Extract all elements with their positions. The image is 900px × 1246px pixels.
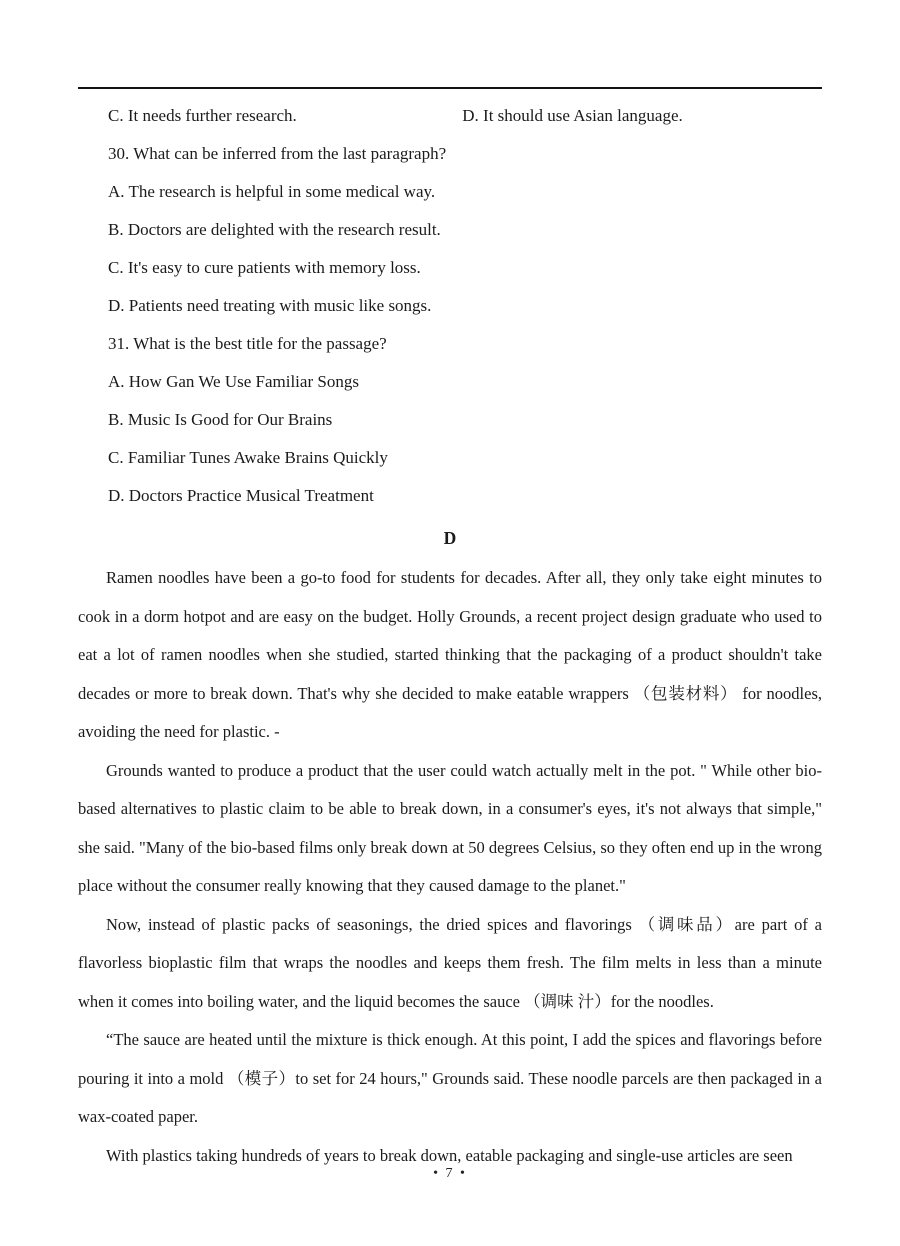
header-rule	[78, 87, 822, 89]
question-30-option-b: B. Doctors are delighted with the research result.	[108, 220, 441, 239]
question-30-stem: 30. What can be inferred from the last paragraph?	[108, 144, 447, 163]
questions-block	[108, 97, 822, 515]
question-31-option-c: C. Familiar Tunes Awake Brains Quickly	[108, 448, 388, 467]
page-content	[0, 87, 900, 1175]
question-31-option-a: A. How Gan We Use Familiar Songs	[108, 372, 359, 391]
passage-paragraph-5: With plastics taking hundreds of years to break down, eatable packaging and single-use articles are seen	[106, 1145, 793, 1165]
page-number: • 7 •	[433, 1166, 467, 1181]
question-31-stem: 31. What is the best title for the passage?	[108, 334, 387, 353]
question-30-option-c: C. It's easy to cure patients with memory loss.	[108, 258, 421, 277]
reading-passage	[78, 559, 822, 1175]
passage-paragraph-3: Now, instead of plastic packs of seasonings, the dried spices and flavorings （调味品）are part of a flavorless bioplastic film that wraps the noodles and keeps them fresh. The film melts in less than a minute when it comes into boiling water, and the liquid becomes the sauce （调味 汁）for the noodles.	[78, 914, 822, 1011]
question-30-option-d: D. Patients need treating with music like songs.	[108, 296, 432, 315]
question-31-option-d: D. Doctors Practice Musical Treatment	[108, 486, 374, 505]
option-prev-d: D. It should use Asian language.	[462, 106, 683, 125]
question-30-option-a: A. The research is helpful in some medical way.	[108, 182, 436, 201]
option-row-prev-question	[108, 97, 822, 135]
option-prev-c: C. It needs further research.	[108, 106, 297, 125]
section-d-heading: D	[443, 528, 457, 548]
passage-paragraph-2: Grounds wanted to produce a product that the user could watch actually melt in the pot. " While other bio-based alternatives to plastic claim to be able to break down, in a consumer's eyes, it's not always that simple," she said. "Many of the bio-based films only break down at 50 degrees Celsius, so they often end up in the wrong place without the consumer really knowing that they caused damage to the planet."	[78, 760, 822, 895]
question-31-option-b: B. Music Is Good for Our Brains	[108, 410, 333, 429]
passage-paragraph-1: Ramen noodles have been a go-to food for students for decades. After all, they only take eight minutes to cook in a dorm hotpot and are easy on the budget. Holly Grounds, a recent project design graduate who used to eat a lot of ramen noodles when she studied, started thinking that the packaging of a product shouldn't take decades or more to break down. That's why she decided to make eatable wrappers （包装材料） for noodles, avoiding the need for plastic. -	[78, 568, 822, 741]
passage-paragraph-4: “The sauce are heated until the mixture is thick enough. At this point, I add the spices and flavorings before pouring it into a mold （模子）to set for 24 hours," Grounds said. These noodle parcels are then packaged in a wax-coated paper.	[78, 1030, 822, 1126]
